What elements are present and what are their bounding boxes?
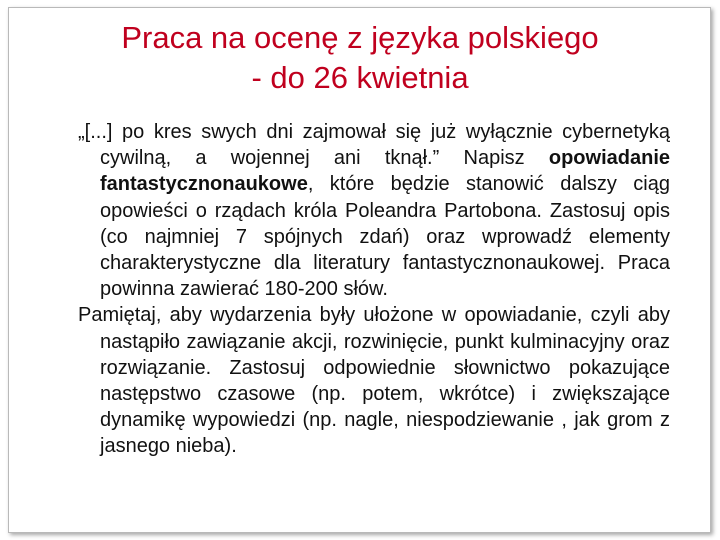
assignment-text-start: „[...] po kres swych dni zajmował się już wyłącznie cybernetyką cywilną, a wojennej ani tknął.” Napisz bbox=[78, 121, 670, 170]
title-line-1: Praca na ocenę z języka polskiego bbox=[121, 20, 599, 55]
assignment-genre: opowiadanie fantastycznonaukowe bbox=[100, 147, 670, 196]
assignment-paragraph bbox=[78, 119, 670, 302]
slide-body bbox=[78, 119, 670, 460]
title-line-2: - do 26 kwietnia bbox=[251, 60, 469, 95]
reminder-paragraph: Pamiętaj, aby wydarzenia były ułożone w opowiadanie, czyli aby nastąpiło zawiązanie akcji, rozwinięcie, punkt kulminacyjny oraz rozwiązanie. Zastosuj odpowiednie słownictwo pokazujące następstwo czasowe (np. potem, wkrótce) i zwiększające dynamikę wypowiedzi (np. nagle, niespodziewanie , jak grom z jasnego nieba). bbox=[78, 304, 670, 458]
slide-title bbox=[40, 18, 680, 98]
assignment-text-end: , które będzie stanowić dalszy ciąg opowieści o rządach króla Poleandra Partobona. Zastosuj opis (co najmniej 7 spójnych zdań) oraz wprowadź elementy charakterystyczne dla literatury fantastycznonaukowej. Praca powinna zawierać 180-200 słów. bbox=[100, 173, 670, 301]
